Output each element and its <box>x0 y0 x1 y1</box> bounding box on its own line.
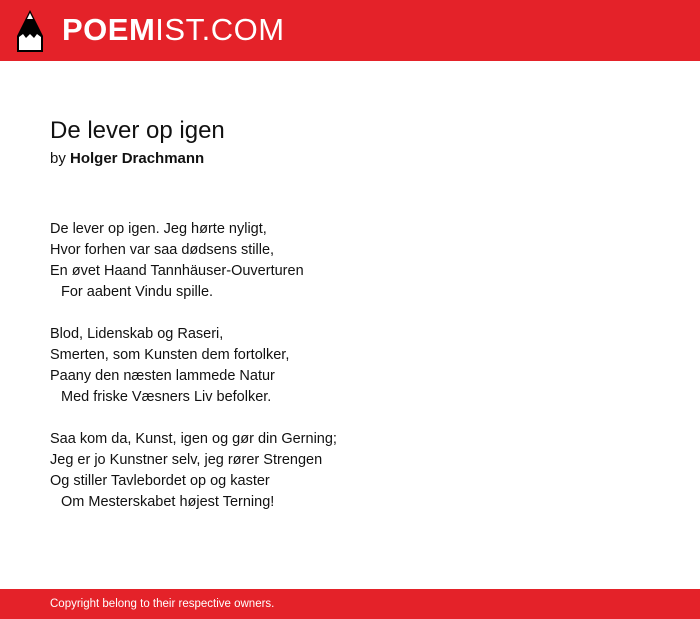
byline <box>50 149 204 169</box>
author-name[interactable]: Holger Drachmann <box>70 150 205 167</box>
poem-line: Om Mesterskabet højest Terning! <box>61 494 275 510</box>
stanza <box>50 429 650 513</box>
logo-light-text: IST.COM <box>155 12 285 47</box>
poem-line: En øvet Haand Tannhäuser-Ouverturen <box>50 263 304 279</box>
poem-line: Og stiller Tavlebordet op og kaster <box>50 473 270 489</box>
by-label: by <box>50 150 66 167</box>
site-logo[interactable] <box>62 12 285 48</box>
logo-bold-text: POEM <box>62 12 156 47</box>
poem-line: Jeg er jo Kunstner selv, jeg rører Strengen <box>50 452 323 468</box>
poem-line: Med friske Væsners Liv befolker. <box>61 389 272 405</box>
poem-line: Saa kom da, Kunst, igen og gør din Gerning; <box>50 431 337 447</box>
poem-line: De lever op igen. Jeg hørte nyligt, <box>50 221 267 237</box>
poem-line: Hvor forhen var saa dødsens stille, <box>50 242 275 258</box>
stanza <box>50 324 650 408</box>
pencil-tip-icon[interactable] <box>17 10 43 52</box>
poem-line: Smerten, som Kunsten dem fortolker, <box>50 347 290 363</box>
site-header <box>0 0 700 61</box>
stanza <box>50 219 650 303</box>
poem-line: For aabent Vindu spille. <box>61 284 214 300</box>
site-footer <box>0 589 700 619</box>
poem-title: De lever op igen <box>50 117 225 144</box>
poem-line: Paany den næsten lammede Natur <box>50 368 275 384</box>
copyright-text: Copyright belong to their respective owners. <box>50 598 275 610</box>
poem-line: Blod, Lidenskab og Raseri, <box>50 326 224 342</box>
poem-body <box>50 219 650 534</box>
